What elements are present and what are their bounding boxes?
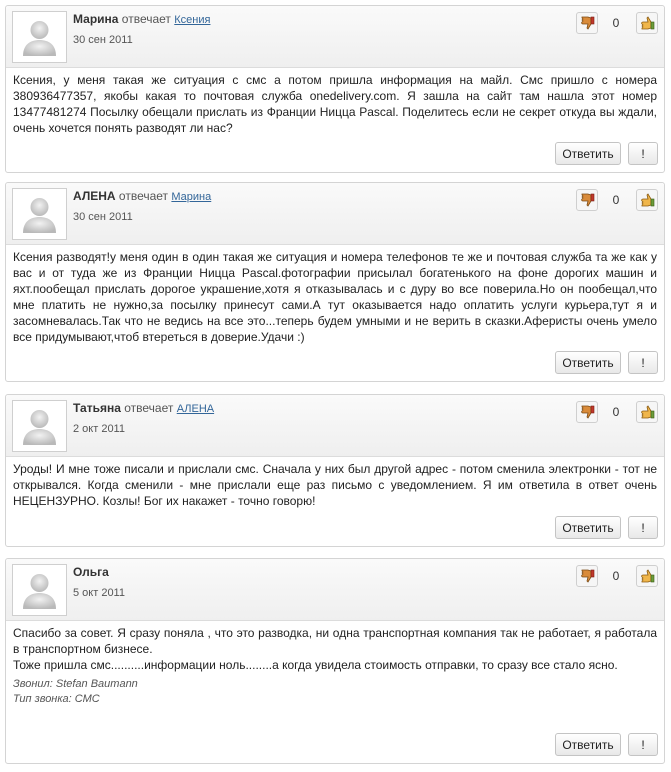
reply-button[interactable]: Ответить xyxy=(555,142,621,165)
thumbs-down-icon[interactable] xyxy=(576,189,598,211)
thumbs-up-icon[interactable] xyxy=(636,12,658,34)
reply-to-link[interactable]: Ксения xyxy=(174,14,211,26)
author-name: АЛЕНА xyxy=(73,189,116,203)
vote-count: 0 xyxy=(612,193,620,207)
thumbs-up-icon[interactable] xyxy=(636,565,658,587)
reply-button[interactable]: Ответить xyxy=(555,733,621,756)
replies-to-label: отвечает xyxy=(118,189,169,203)
reply-to-link[interactable]: АЛЕНА xyxy=(176,403,215,415)
vote-widget xyxy=(576,401,658,423)
vote-count: 0 xyxy=(612,16,620,30)
comment-date: 30 сен 2011 xyxy=(73,211,133,223)
thumbs-down-icon[interactable] xyxy=(576,12,598,34)
replies-to-label: отвечает xyxy=(121,12,171,26)
replies-to-label: отвечает xyxy=(124,401,174,415)
vote-count: 0 xyxy=(612,405,620,419)
comment-text: Ксения разводят!у меня один в один такая же ситуация и номера телефонов те же и почтовая служба та же как у вас и от туда же из Франции Ницца Pascal.фотографии присылал богатенького на фоне дорогих машин и яхт.пообещал прислать дорогое украшение,хотя я отказывалась и с дуру во все поверила.Но он пообещал,что мне платить не нужно,за посылку принесут сами.А тут оказывается надо оплатить услуги курьера,тут я и засомневалась.Так что не ведись на все это...теперь будем умными и не верить в сказки.Аферисты очень умело все придумывают,чтоб втереться в доверие.Удачи :) xyxy=(13,250,657,344)
comment-author-line xyxy=(73,12,210,26)
author-name: Ольга xyxy=(73,565,109,579)
report-button[interactable]: ! xyxy=(628,733,658,756)
avatar xyxy=(12,11,67,63)
thumbs-down-icon[interactable] xyxy=(576,565,598,587)
comment-actions xyxy=(555,733,658,756)
comment xyxy=(5,394,665,547)
comment-author-line xyxy=(73,565,109,579)
comment-body xyxy=(13,249,657,345)
comment-body xyxy=(13,625,657,707)
comment-actions xyxy=(555,351,658,374)
comment-header xyxy=(6,559,664,621)
comment-text-continued: Тоже пришла смс..........информации ноль........а когда увидела стоимость отправки, то сразу все стало ясно. xyxy=(13,658,618,672)
comment-date: 5 окт 2011 xyxy=(73,587,125,599)
vote-widget xyxy=(576,565,658,587)
thumbs-up-icon[interactable] xyxy=(636,189,658,211)
caller-line: Звонил: Stefan Baumann xyxy=(13,678,138,690)
call-meta xyxy=(13,677,657,707)
comment-author-line xyxy=(73,401,214,415)
author-name: Татьяна xyxy=(73,401,121,415)
thumbs-down-icon[interactable] xyxy=(576,401,598,423)
comment-body xyxy=(13,72,657,136)
comment-date: 30 сен 2011 xyxy=(73,34,133,46)
reply-to-link[interactable]: Марина xyxy=(171,191,212,203)
comment-text: Спасибо за совет. Я сразу поняла , что это разводка, ни одна транспортная компания так не работает, я работала в транспортном бизнесе. xyxy=(13,626,657,656)
avatar xyxy=(12,400,67,452)
comment xyxy=(5,182,665,382)
author-name: Марина xyxy=(73,12,119,26)
comment-body xyxy=(13,461,657,509)
comment-header xyxy=(6,6,664,68)
comment xyxy=(5,5,665,173)
thumbs-up-icon[interactable] xyxy=(636,401,658,423)
avatar xyxy=(12,564,67,616)
report-button[interactable]: ! xyxy=(628,516,658,539)
comment-actions xyxy=(555,516,658,539)
comment xyxy=(5,558,665,764)
report-button[interactable]: ! xyxy=(628,351,658,374)
comment-header xyxy=(6,395,664,457)
avatar xyxy=(12,188,67,240)
reply-button[interactable]: Ответить xyxy=(555,516,621,539)
reply-button[interactable]: Ответить xyxy=(555,351,621,374)
comment-text: Уроды! И мне тоже писали и прислали смс. Сначала у них был другой адрес - потом сменила электронки - тот не открывался. Когда сменили - мне прислали еще раз письмо с уведомлением. Я им ответила в ответ очень НЕЦЕНЗУРНО. Козлы! Бог их накажет - точно говорю! xyxy=(13,462,657,508)
comment-date: 2 окт 2011 xyxy=(73,423,125,435)
comment-actions xyxy=(555,142,658,165)
call-type-line: Тип звонка: СМС xyxy=(13,693,100,705)
comment-text: Ксения, у меня такая же ситуация с смс а потом пришла информация на майл. Смс пришло с номера 380936477357, якобы какая то почтовая служба onedelivery.com. Я зашла на сайт там нашла этот номер 13477481274 Посылку обещали прислать из Франции Ницца Pascal. Поделитесь если не секрет откуда вы ждали, очень хочется понять разводят ли нас? xyxy=(13,73,657,135)
report-button[interactable]: ! xyxy=(628,142,658,165)
vote-widget xyxy=(576,189,658,211)
comment-header xyxy=(6,183,664,245)
vote-widget xyxy=(576,12,658,34)
comment-author-line xyxy=(73,189,211,203)
vote-count: 0 xyxy=(612,569,620,583)
